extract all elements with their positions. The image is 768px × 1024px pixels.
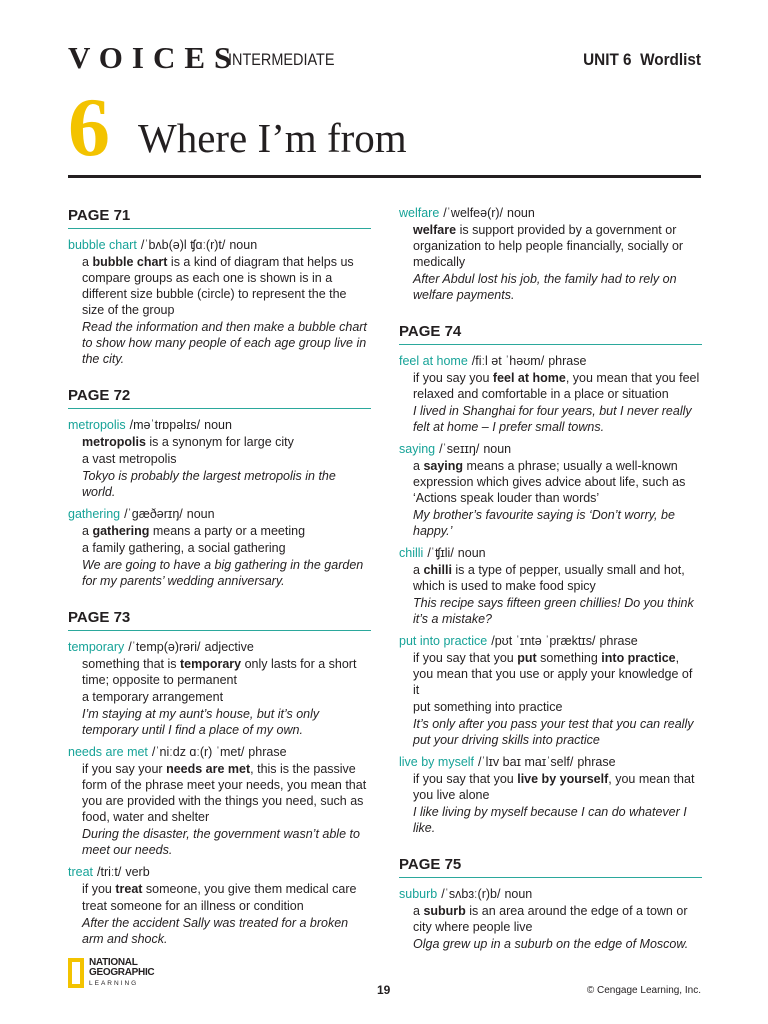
pronunciation: /məˈtrɒpəlɪs/: [129, 418, 201, 432]
definition-text: a vast metropolis: [82, 452, 177, 466]
wordlist-entry: [399, 545, 702, 627]
definition-keyword: welfare: [413, 223, 457, 237]
definition: [68, 898, 371, 914]
definition-keyword: live by yourself: [517, 772, 609, 786]
part-of-speech: noun: [457, 546, 486, 560]
unit-title: Where I’m from: [138, 115, 407, 161]
definition: [399, 458, 702, 506]
definition-text: someone, you give them medical care: [142, 882, 357, 896]
definition: [68, 434, 371, 450]
entry-headword-line: [68, 417, 371, 433]
wordlist-entry: [68, 417, 371, 500]
definition: [68, 523, 371, 539]
definition-text: means a party or a meeting: [149, 524, 306, 538]
entry-headword-line: [399, 633, 702, 649]
pronunciation: /ˈsʌbɜː(r)b/: [441, 887, 501, 901]
definition: [399, 562, 702, 594]
definition-text: is support provided by a government or organization to help people financially, socially or medically: [413, 223, 684, 269]
headword: saying: [399, 442, 436, 456]
definition-keyword: feel at home: [492, 371, 566, 385]
wordlist-label: Wordlist: [640, 50, 701, 69]
definition-text: only lasts for a short time; opposite to permanent: [82, 657, 357, 687]
definition-text: something that is: [82, 657, 180, 671]
wordlist-entry: [399, 353, 702, 435]
pronunciation: /pʊt ˈɪntə ˈpræktɪs/: [491, 634, 596, 648]
entry-headword-line: [399, 754, 702, 770]
definition: [399, 370, 702, 402]
yellow-border-icon: [68, 958, 84, 988]
page-header: [68, 40, 701, 74]
left-column: [68, 205, 371, 953]
entry-headword-line: [399, 441, 702, 457]
headword: live by myself: [399, 755, 475, 769]
pronunciation: /ˈtemp(ə)rəri/: [128, 640, 201, 654]
pronunciation: /ˈlɪv baɪ maɪˈself/: [478, 755, 574, 769]
definition: [68, 881, 371, 897]
part-of-speech: noun: [229, 238, 258, 252]
definition: [68, 761, 371, 825]
definition-text: a temporary arrangement: [82, 690, 224, 704]
pronunciation: /ˈwelfeə(r)/: [443, 206, 504, 220]
title-divider: [68, 175, 701, 178]
definition-text: something: [536, 651, 602, 665]
logo-line-3: LEARNING: [89, 980, 139, 987]
pronunciation: /ˈɡæðərɪŋ/: [124, 507, 183, 521]
wordlist-entry: [399, 633, 702, 748]
pronunciation: /ˈʧɪli/: [427, 546, 454, 560]
example-sentence: Read the information and then make a bubble chart to show how many people of each age group live in the city.: [82, 320, 367, 366]
wordlist-entry: [68, 237, 371, 367]
page-heading: PAGE 72: [68, 387, 371, 409]
headword: temporary: [68, 640, 125, 654]
definition-keyword: put: [517, 651, 537, 665]
logo-text: [89, 958, 154, 978]
pronunciation: /triːt/: [97, 865, 122, 879]
unit-wordlist-label: [583, 50, 701, 70]
definition-text: a: [82, 255, 93, 269]
headword: welfare: [399, 206, 440, 220]
definition: [68, 451, 371, 467]
entry-headword-line: [68, 506, 371, 522]
headword: put into practice: [399, 634, 488, 648]
definition-text: , you mean that you use or apply your knowledge of it: [413, 651, 693, 697]
definition-text: a: [413, 563, 424, 577]
definition-keyword: suburb: [423, 904, 466, 918]
definition: [399, 903, 702, 935]
part-of-speech: noun: [186, 507, 215, 521]
definition-text: if you say that you: [413, 651, 518, 665]
definition: [399, 222, 702, 270]
definition-text: if you say your: [82, 762, 167, 776]
entry-headword-line: [68, 744, 371, 760]
entry-headword-line: [399, 886, 702, 902]
definition-text: is a type of pepper, usually small and hot, which is used to make food spicy: [413, 563, 685, 593]
pronunciation: /ˈseɪɪŋ/: [439, 442, 480, 456]
part-of-speech: noun: [483, 442, 512, 456]
definition-text: put something into practice: [413, 700, 563, 714]
wordlist-entry: [399, 754, 702, 836]
part-of-speech: phrase: [577, 755, 616, 769]
definition: [68, 656, 371, 688]
definition-keyword: bubble chart: [92, 255, 168, 269]
brand-title: VOICES: [68, 40, 241, 75]
definition-keyword: temporary: [179, 657, 242, 671]
definition-text: , you mean that you feel relaxed and comfortable in a place or situation: [413, 371, 700, 401]
pronunciation: /fiːl ət ˈhəʊm/: [471, 354, 545, 368]
definition-text: , this is the passive form of the phrase meet your needs, you mean that you are provided with the things you need, such as food, water and shelter: [82, 762, 367, 824]
definition: [68, 540, 371, 556]
example-sentence: It’s only after you pass your test that you can really put your driving skills into practice: [413, 717, 694, 747]
part-of-speech: noun: [504, 887, 533, 901]
right-column: [399, 205, 702, 958]
part-of-speech: phrase: [248, 745, 287, 759]
definition-text: means a phrase; usually a well-known expression which gives advice about life, such as ‘Actions speak louder than words’: [413, 459, 686, 505]
example-sentence: During the disaster, the government wasn’t able to meet our needs.: [82, 827, 360, 857]
definition-text: if you say that you: [413, 772, 518, 786]
definition-text: if you say you: [413, 371, 493, 385]
definition-text: , you mean that you live alone: [413, 772, 695, 802]
page-heading: PAGE 74: [399, 323, 702, 345]
page-heading: PAGE 75: [399, 856, 702, 878]
definition: [68, 254, 371, 318]
definition-text: treat someone for an illness or condition: [82, 899, 304, 913]
definition: [68, 689, 371, 705]
example-sentence: I’m staying at my aunt’s house, but it’s only temporary until I find a place of my own.: [82, 707, 320, 737]
pronunciation: /ˈniːdz ɑː(r) ˈmet/: [151, 745, 245, 759]
entry-headword-line: [68, 237, 371, 253]
wordlist-entry: [68, 639, 371, 738]
example-sentence: I lived in Shanghai for four years, but I never really felt at home – I prefer small towns.: [413, 404, 692, 434]
headword: feel at home: [399, 354, 468, 368]
example-sentence: We are going to have a big gathering in the garden for my parents’ wedding anniversary.: [82, 558, 364, 588]
entry-headword-line: [399, 353, 702, 369]
definition: [399, 699, 702, 715]
definition-text: is a kind of diagram that helps us compare groups as each one is shown is in a different size bubble (circle) to represent the the size of the group: [82, 255, 354, 317]
definition-text: a: [413, 904, 424, 918]
definition-text: is an area around the edge of a town or city where people live: [413, 904, 688, 934]
definition-keyword: saying: [423, 459, 464, 473]
logo-line-2: GEOGRAPHIC: [89, 967, 155, 978]
page-heading: PAGE 71: [68, 207, 371, 229]
definition-keyword: gathering: [92, 524, 150, 538]
example-sentence: My brother’s favourite saying is ‘Don’t worry, be happy.’: [413, 508, 675, 538]
wordlist-entry: [399, 886, 702, 952]
definition-text: a family gathering, a social gathering: [82, 541, 286, 555]
entry-headword-line: [68, 864, 371, 880]
headword: suburb: [399, 887, 438, 901]
example-sentence: Tokyo is probably the largest metropolis in the world.: [82, 469, 336, 499]
page-number: 19: [377, 983, 391, 997]
example-sentence: After the accident Sally was treated for a broken arm and shock.: [82, 916, 349, 946]
copyright: © Cengage Learning, Inc.: [586, 985, 701, 996]
entry-headword-line: [68, 639, 371, 655]
part-of-speech: adjective: [204, 640, 254, 654]
unit-label: UNIT 6: [583, 50, 632, 69]
part-of-speech: verb: [125, 865, 150, 879]
wordlist-entry: [68, 864, 371, 947]
example-sentence: After Abdul lost his job, the family had to rely on welfare payments.: [413, 272, 677, 302]
part-of-speech: phrase: [548, 354, 587, 368]
national-geographic-logo: [68, 958, 168, 990]
definition: [399, 771, 702, 803]
headword: gathering: [68, 507, 121, 521]
logo-line-1: NATIONAL: [89, 957, 138, 968]
example-sentence: This recipe says fifteen green chillies! Do you think it’s a mistake?: [413, 596, 694, 626]
headword: chilli: [399, 546, 424, 560]
definition-keyword: into practice: [601, 651, 676, 665]
example-sentence: I like living by myself because I can do whatever I like.: [413, 805, 687, 835]
part-of-speech: phrase: [599, 634, 638, 648]
level-label: INTERMEDIATE: [228, 50, 335, 69]
definition-text: if you: [82, 882, 116, 896]
headword: needs are met: [68, 745, 148, 759]
definition-text: a: [82, 524, 93, 538]
headword: treat: [68, 865, 94, 879]
definition-keyword: chilli: [423, 563, 452, 577]
wordlist-entry: [399, 205, 702, 303]
pronunciation: /ˈbʌb(ə)l ʧɑː(r)t/: [140, 238, 226, 252]
part-of-speech: noun: [204, 418, 232, 432]
entry-headword-line: [399, 545, 702, 561]
entry-headword-line: [399, 205, 702, 221]
wordlist-entry: [68, 506, 371, 589]
definition: [399, 650, 702, 698]
part-of-speech: noun: [507, 206, 535, 220]
definition-keyword: metropolis: [82, 435, 146, 449]
wordlist-entry: [399, 441, 702, 539]
example-sentence: Olga grew up in a suburb on the edge of Moscow.: [413, 937, 689, 951]
definition-text: a: [413, 459, 424, 473]
unit-number: 6: [68, 81, 110, 174]
wordlist-entry: [68, 744, 371, 858]
headword: bubble chart: [68, 238, 137, 252]
unit-title-row: [68, 81, 701, 176]
page-heading: PAGE 73: [68, 609, 371, 631]
definition-keyword: treat: [115, 882, 143, 896]
definition-keyword: needs are met: [166, 762, 251, 776]
headword: metropolis: [68, 418, 126, 432]
definition-text: is a synonym for large city: [145, 435, 294, 449]
